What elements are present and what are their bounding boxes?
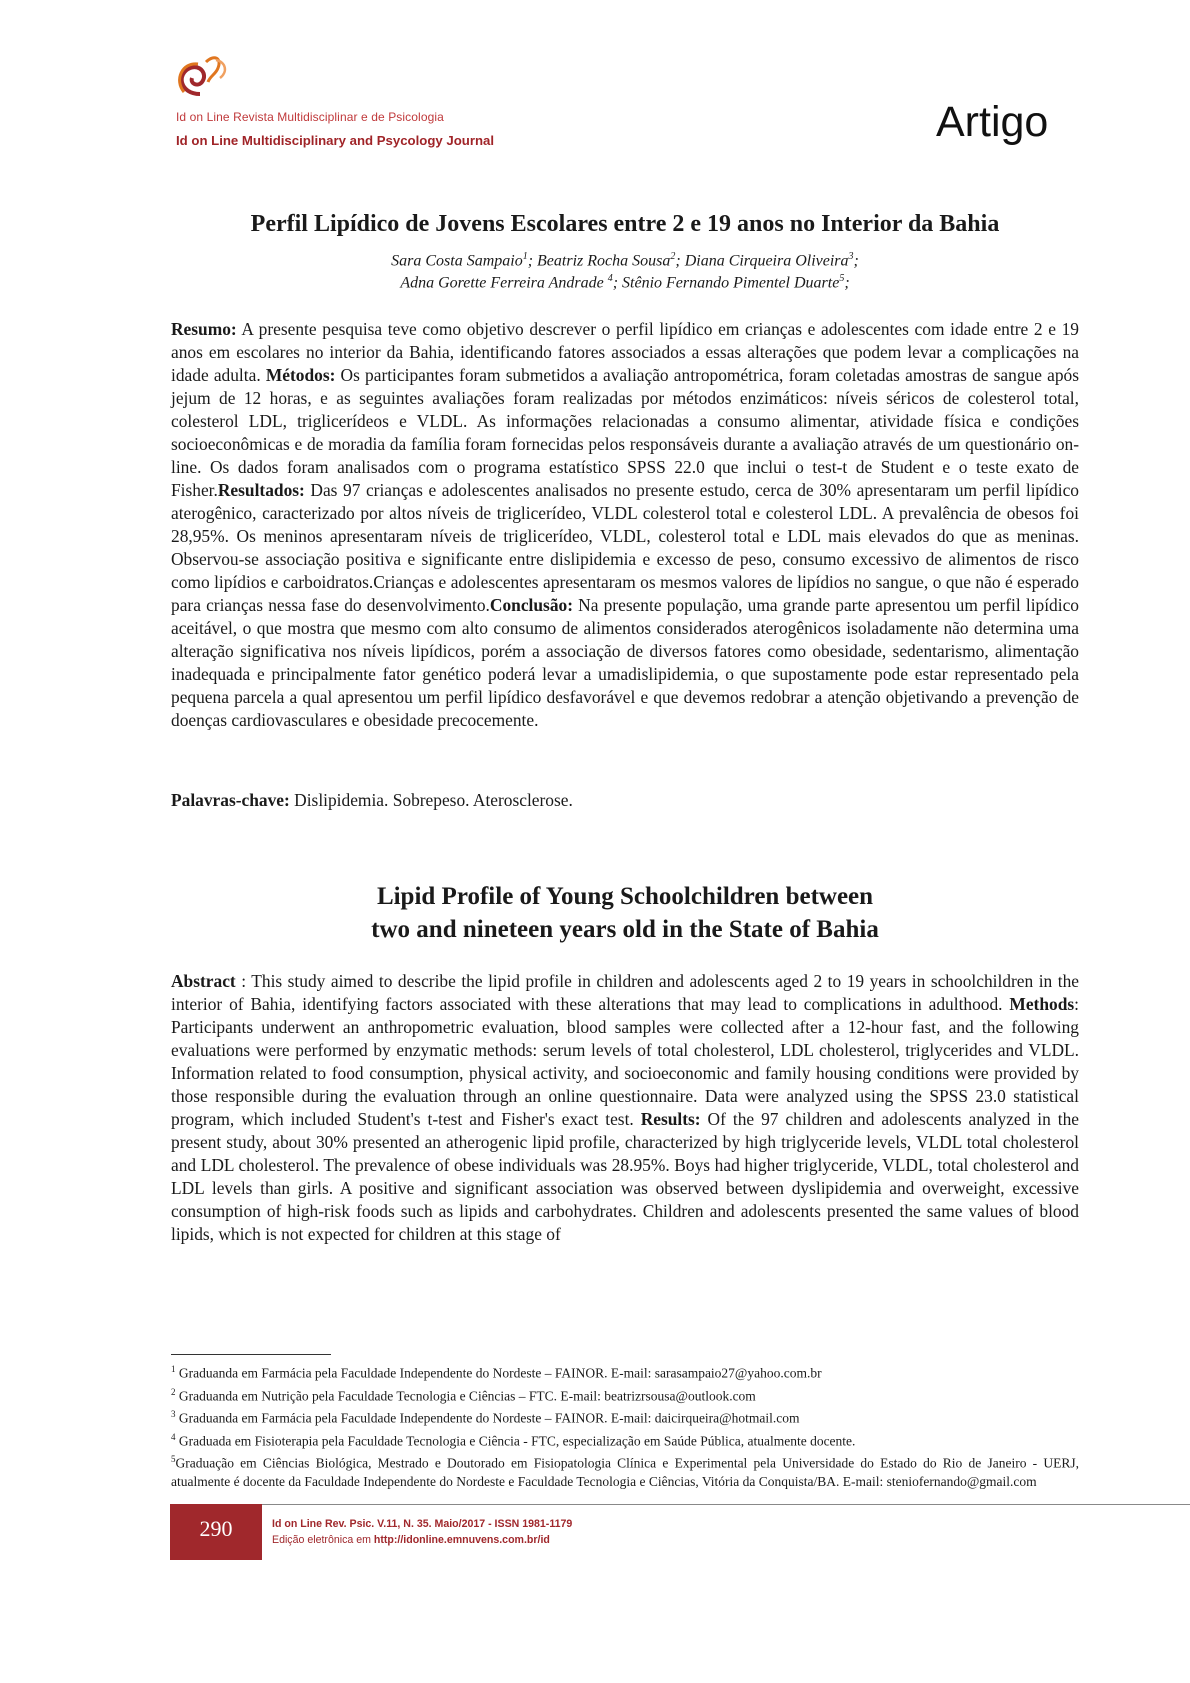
footnote-divider xyxy=(171,1354,331,1355)
author-name: Diana Cirqueira Oliveira xyxy=(684,252,849,270)
footnote-text: Graduanda em Nutrição pela Faculdade Tecnologia e Ciências – FTC. E-mail: beatrizrsousa@outlook.com xyxy=(175,1388,756,1403)
keywords-pt-text: Dislipidemia. Sobrepeso. Aterosclerose. xyxy=(289,790,573,810)
footnote xyxy=(171,1360,1079,1383)
author-separator: ; xyxy=(527,252,538,270)
footnote-marker: 2 xyxy=(171,1386,176,1397)
article-title-en-line-2: two and nineteen years old in the State of Bahia xyxy=(371,916,879,943)
abstract-pt-label: Resumo: xyxy=(171,319,237,339)
abstract-en xyxy=(171,970,1079,1246)
author-name: Sara Costa Sampaio xyxy=(391,252,523,270)
author-affiliation-marker: 2 xyxy=(670,251,676,262)
keywords-pt-label: Palavras-chave: xyxy=(171,790,290,810)
footnote-text: Graduada em Fisioterapia pela Faculdade Tecnologia e Ciência - FTC, especialização em Saúde Pública, atualmente docente. xyxy=(175,1433,856,1448)
authors-line-2 xyxy=(0,273,1190,292)
methods-pt-label: Métodos: xyxy=(265,365,336,385)
conclusion-pt-label: Conclusão: xyxy=(489,595,574,615)
results-pt-label: Resultados: xyxy=(217,480,305,500)
footnote-marker: 4 xyxy=(171,1431,176,1442)
author-name: Beatriz Rocha Sousa xyxy=(537,252,671,270)
author-affiliation-marker: 3 xyxy=(848,251,854,262)
journal-edition xyxy=(272,1534,550,1546)
results-en-text: Of the 97 children and adolescents analyzed in the present study, about 30% presented an atherogenic lipid profile, characterized by high triglyceride levels, VLDL total cholesterol and LDL cholesterol. The prevalence of obese individuals was 28.95%. Boys had higher triglyceride, VLDL, total cholesterol and LDL levels than girls. A positive and significant association was observed between dyslipidemia and overweight, excessive consumption of high-risk foods such as lipids and carbohydrates. Children and adolescents presented the same values of blood lipids, which is not expected for children at this stage of xyxy=(171,1109,1079,1244)
methods-pt-text: Os participantes foram submetidos a avaliação antropométrica, foram coletadas amostras de sangue após jejum de 12 horas, e as seguintes avaliações foram realizadas por métodos enzimáticos: níveis séricos de colesterol total, colesterol LDL, triglicerídeos e VLDL. As informações relacionadas a consumo alimentar, atividade física e condições socioeconômicas e de moradia da família foram fornecidas pelos responsáveis durante a avaliação através de um questionário on-line. Os dados foram analisados com o programa estatístico SPSS 22.0 que inclui o test-t de Student e o teste exato de Fisher. xyxy=(171,365,1079,500)
journal-logo-icon xyxy=(170,52,234,106)
footnotes xyxy=(171,1360,1079,1491)
abstract-en-label: Abstract xyxy=(171,971,236,991)
methods-en-text: : Participants underwent an anthropometric evaluation, blood samples were collected after a 12-hour fast, and the following evaluations were performed by enzymatic methods: serum levels of total cholesterol, LDL cholesterol, triglycerides and VLDL. Information related to food consumption, physical activity, and socioeconomic and family housing conditions were provided by those responsible during the evaluation through an online questionnaire. Data were analyzed using the SPSS 23.0 statistical program, which included Student's t-test and Fisher's exact test. xyxy=(171,994,1079,1129)
footnote xyxy=(171,1450,1079,1491)
page-number: 290 xyxy=(199,1516,233,1541)
section-label: Artigo xyxy=(936,98,1049,146)
footnote-text: Graduação em Ciências Biológica, Mestrado e Doutorado em Fisiopatologia Clínica e Experimental pela Universidade do Estado do Rio de Janeiro - UERJ, atualmente é docente da Faculdade Independente do Nordeste e Faculdade Tecnologia e Ciências, Vitória da Conquista/BA. E-mail: steniofernando@gmail.com xyxy=(171,1455,1079,1489)
footnote xyxy=(171,1383,1079,1406)
article-title-pt: Perfil Lipídico de Jovens Escolares entre 2 e 19 anos no Interior da Bahia xyxy=(250,211,1000,237)
results-en-label: Results: xyxy=(640,1109,701,1129)
author-name: Stênio Fernando Pimentel Duarte xyxy=(622,274,840,292)
journal-name-pt: Id on Line Revista Multidisciplinar e de Psicologia xyxy=(176,110,444,124)
methods-en-label: Methods xyxy=(1009,994,1075,1014)
footnote-marker: 5 xyxy=(171,1454,176,1464)
conclusion-pt-text: Na presente população, uma grande parte apresentou um perfil lipídico aceitável, o que mostra que mesmo com alto consumo de alimentos considerados aterogênicos isoladamente não determina uma alteração significativa nos níveis lipídicos, porém a associação de diversos fatores como obesidade, sedentarismo, alimentação inadequada e principalmente fator genético poderá levar a umadislipidemia, o que supostamente pode estar representado pela pequena parcela a qual apresentou um perfil lipídico desfavorável e que devemos redobrar a atenção objetivando a prevenção de doenças cardiovasculares e obesidade precocemente. xyxy=(171,595,1079,730)
footnote-text: Graduanda em Farmácia pela Faculdade Independente do Nordeste – FAINOR. E-mail: sarasampaio27@yahoo.com.br xyxy=(175,1365,822,1381)
edition-url-link[interactable]: http://idonline.emnuvens.com.br/id xyxy=(373,1534,550,1546)
results-pt-text: Das 97 crianças e adolescentes analisados no presente estudo, cerca de 30% apresentaram um perfil lipídico aterogênico, caracterizado por altos níveis de triglicerídeo, VLDL colesterol total e colesterol LDL. A prevalência de obesos foi 28,95%. Os meninos apresentaram níveis de triglicerídeo, VLDL, colesterol total e LDL mais elevados do que as meninas. Observou-se associação positiva e significante entre dislipidemia e excesso de peso, consumo excessivo de alimentos de risco como lipídios e carboidratos.Crianças e adolescentes apresentaram os mesmos valores de lipídios no sangue, o que não é esperado para crianças nessa fase do desenvolvimento. xyxy=(171,480,1079,615)
author-affiliation-marker: 5 xyxy=(839,273,845,284)
abstract-en-intro: : This study aimed to describe the lipid profile in children and adolescents aged 2 to 19 years in schoolchildren in the interior of Bahia, identifying factors associated with these alterations that may lead to complications in adulthood. xyxy=(171,971,1079,1014)
author-separator: ; xyxy=(612,274,623,292)
author-affiliation-marker: 4 xyxy=(607,273,613,284)
page-number-box xyxy=(170,1504,262,1560)
footnote-marker: 3 xyxy=(171,1409,176,1419)
abstract-pt xyxy=(171,318,1079,732)
author-separator: ; xyxy=(853,252,859,270)
author-affiliation-marker: 1 xyxy=(522,251,528,262)
article-title-en-line-1: Lipid Profile of Young Schoolchildren between xyxy=(376,883,874,910)
author-name: Adna Gorette Ferreira Andrade xyxy=(400,274,608,292)
footer-divider xyxy=(262,1504,1190,1505)
footnote xyxy=(171,1428,1079,1451)
edition-prefix: Edição eletrônica em xyxy=(272,1534,374,1546)
abstract-pt-intro: A presente pesquisa teve como objetivo descrever o perfil lipídico em crianças e adolescentes com idade entre 2 e 19 anos em escolares no interior da Bahia, identificando fatores associados a essas alterações que podem levar a complicações na idade adulta. xyxy=(171,319,1079,385)
journal-name-en: Id on Line Multidisciplinary and Psycology Journal xyxy=(176,133,495,148)
footnote-marker: 1 xyxy=(171,1364,176,1374)
author-separator: ; xyxy=(675,252,685,270)
keywords-pt xyxy=(171,789,1079,812)
author-separator: ; xyxy=(844,274,850,292)
journal-info: Id on Line Rev. Psic. V.11, N. 35. Maio/2017 - ISSN 1981-1179 xyxy=(272,1518,573,1530)
authors-line-1 xyxy=(0,251,1190,270)
footnote xyxy=(171,1405,1079,1428)
footnote-text: Graduanda em Farmácia pela Faculdade Independente do Nordeste – FAINOR. E-mail: daicirqueira@hotmail.com xyxy=(175,1410,800,1426)
